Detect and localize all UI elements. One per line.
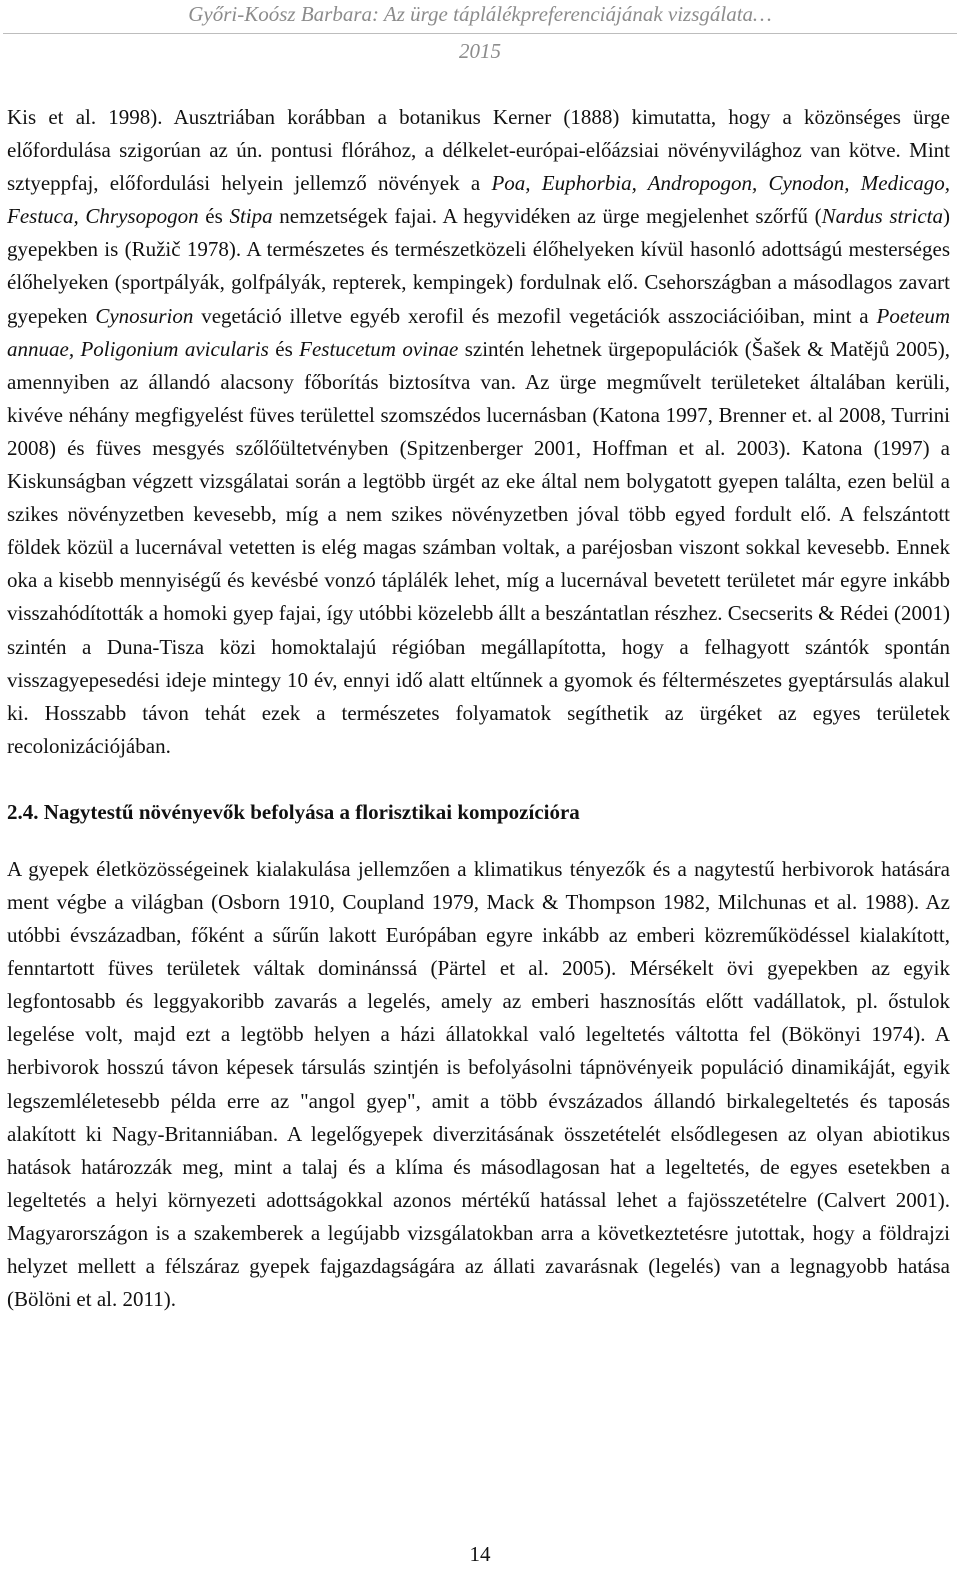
- header-year: 2015: [459, 39, 501, 63]
- italic-run: Stipa: [229, 204, 273, 229]
- text-run: nemzetségek fajai. A hegyvidéken az ürge megjelenhet szőrfű (: [272, 204, 822, 229]
- header-divider: [3, 33, 957, 34]
- page-number: 14: [469, 1542, 491, 1566]
- page-body: [7, 101, 950, 1316]
- italic-run: Cynosurion: [95, 303, 194, 328]
- text-run: és: [198, 204, 230, 229]
- header-title: Győri-Koósz Barbara: Az ürge táplálékpreferenciájának vizsgálata…: [188, 2, 772, 26]
- italic-run: Poeteum annuae, Poligonium avicularis: [7, 303, 950, 361]
- section-heading: 2.4. Nagytestű növényevők befolyása a florisztikai kompozícióra: [7, 799, 580, 824]
- text-run: Kis et al. 1998). Ausztriában korábban a botanikus Kerner (1888) kimutatta, hogy a közönséges ürge előfordulása szigorúan az ún. pontusi flórához, a délkelet-európai-előázsiai növényvilághoz van kötve. Mint sztyeppfaj, előfordulási helyein jellemző növények a: [7, 105, 950, 196]
- italic-run: Nardus stricta: [821, 204, 943, 229]
- text-run: ) gyepekben is (Ružič 1978). A természetes és természetközeli élőhelyeken kívül hasonló adottságú mesterséges élőhelyeken (sportpályák, golfpályák, repterek, kempingek) fordulnak elő. Csehországban a másodlagos zavart gyepeken: [7, 204, 950, 328]
- running-header: [0, 0, 960, 70]
- italic-run: Festucetum ovinae: [299, 336, 459, 361]
- body-paragraph-1: [7, 101, 950, 763]
- italic-run: Poa, Euphorbia, Andropogon, Cynodon, Medicago, Festuca, Chrysopogon: [7, 171, 950, 229]
- body-paragraph-2: A gyepek életközösségeinek kialakulása jellemzően a klimatikus tényezők és a nagytestű herbivorok hatására ment végbe a világban (Osborn 1910, Coupland 1979, Mack & Thompson 1982, Milchunas et al. 1988). Az utóbbi évszázadban, főként a sűrűn lakott Európában egyre inkább az emberi közreműködéssel kialakított, fenntartott füves területek váltak dominánssá (Pärtel et al. 2005). Mérsékelt övi gyepekben az egyik legfontosabb és leggyakoribb zavarás a legelés, amely az emberi hasznosítás előtt vadállatok, pl. őstulok legelése volt, majd ezt a legtöbb helyen a házi állatokkal való legeltetés váltotta fel (Bökönyi 1974). A herbivorok hosszú távon képesek társulás szintjén is befolyásolni tápnövényeik populáció dinamikáját, egyik legszemléletesebb példa erre az "angol gyep", amit a több évszázados állandó birkalegeltetés és taposás alakított ki Nagy-Britanniában. A legelőgyepek diverzitásának összetételét elsődlegesen az olyan abiotikus hatások határozzák meg, mint a talaj és a klíma és másodlagosan hat a legeltetés, de egyes esetekben a legeltetés a helyi környezeti adottságokkal azonos mértékű hatással lehet a fajösszetételre (Calvert 2001). Magyarországon is a szakemberek a legújabb vizsgálatokban arra a következtetésre jutottak, hogy a földrajzi helyzet mellett a félszáraz gyepek fajgazdagságára az állati zavarásnak (legelés) van a legnagyobb hatása (Bölöni et al. 2011).: [7, 856, 950, 1312]
- text-run: szintén lehetnek ürgepopulációk (Šašek & Matějů 2005), amennyiben az állandó alacsony főborítás biztosítva van. Az ürge megművelt területeket általában kerüli, kivéve néhány megfigyelést füves területtel szomszédos lucernásban (Katona 1997, Brenner et. al 2008, Turrini 2008) és füves mesgyés szőlőültetvényben (Spitzenberger 2001, Hoffman et al. 2003). Katona (1997) a Kiskunságban végzett vizsgálatai során a legtöbb ürgét az eke által nem bolygatott gyepen találta, ezen belül a szikes növényzetben kevesebb, míg a nem szikes növényzetben jóval több egyed fordult elő. A felszántott földek közül a lucernával vetetten is elég magas számban voltak, a paréjosban viszont sokkal kevesebb. Ennek oka a kisebb mennyiségű és kevésbé vonzó táplálék lehet, míg a lucernával bevetett területet már egyre inkább visszahódították a homoki gyep fajai, így utóbbi közelebb állt a beszántatlan részhez. Csecserits & Rédei (2001) szintén a Duna-Tisza közi homoktalajú régióban megállapította, hogy a felhagyott szántók spontán visszagyepesedési ideje mintegy 10 év, ennyi idő alatt eltűnnek a gyomok és féltermészetes gyeptársulás alakul ki. Hosszabb távon tehát ezek a természetes folyamatok segíthetik az ürgéket az egyes területek recolonizációjában.: [7, 336, 951, 758]
- text-run: és: [268, 336, 300, 361]
- text-run: vegetáció illetve egyéb xerofil és mezofil vegetációk asszociációiban, mint a: [193, 303, 877, 328]
